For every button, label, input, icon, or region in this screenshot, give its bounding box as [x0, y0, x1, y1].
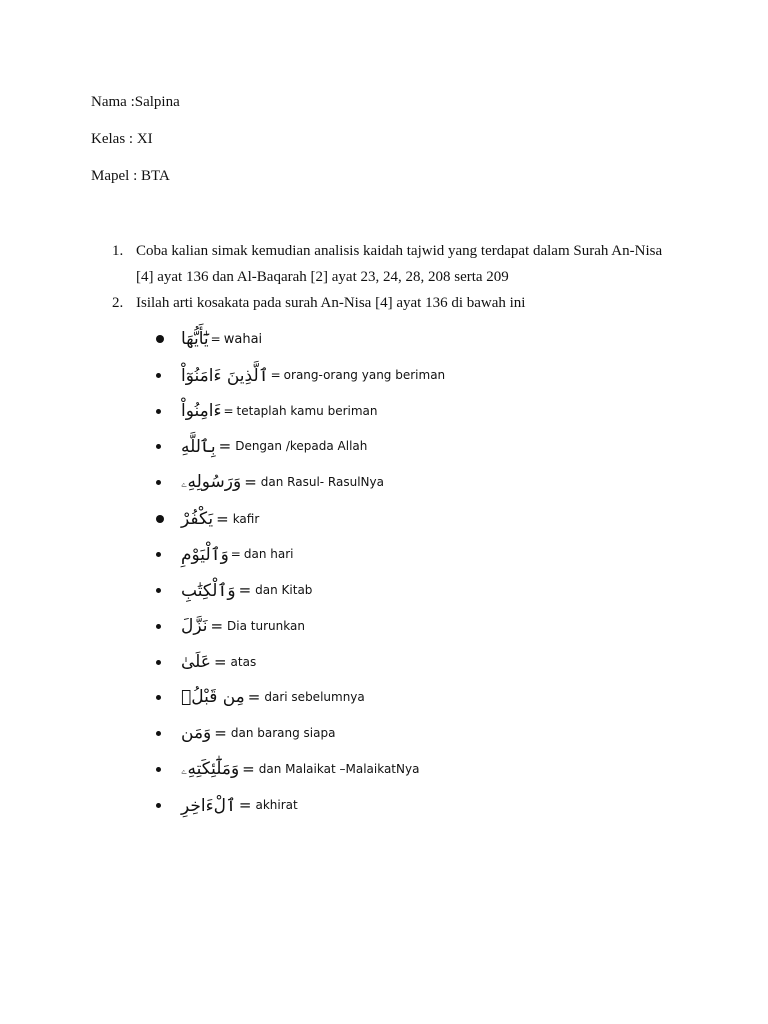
vocab-item [156, 327, 262, 351]
word-meaning: dan Rasul- RasulNya [260, 475, 384, 489]
equals-sign: = [210, 617, 224, 635]
equals-sign: = [230, 547, 241, 561]
vocab-item [156, 614, 305, 638]
arabic-word: نَزَّلَ [181, 616, 208, 636]
bullet-icon [156, 660, 181, 665]
bullet-icon [156, 444, 181, 449]
word-meaning: akhirat [255, 798, 298, 812]
question-number: 2. [112, 295, 124, 311]
question-text-line-1: Isilah arti kosakata pada surah An-Nisa [4] ayat 136 di bawah ini [136, 295, 526, 311]
equals-sign: = [214, 724, 227, 742]
bullet-icon [156, 335, 181, 343]
question-number: 1. [112, 243, 124, 259]
vocab-item [156, 363, 445, 387]
bullet-icon [156, 767, 181, 772]
equals-sign: = [223, 404, 234, 418]
arabic-word: عَلَىٰ [181, 652, 211, 672]
equals-sign: = [238, 581, 252, 599]
vocab-item [156, 757, 419, 781]
bullet-icon [156, 731, 181, 736]
equals-sign: = [244, 473, 257, 491]
bullet-icon [156, 515, 181, 523]
arabic-word: يَكْفُرْ [181, 509, 214, 529]
subject: Mapel : BTA [91, 168, 170, 184]
bullet-icon [156, 803, 181, 808]
vocab-item [156, 542, 293, 566]
bullet-icon [156, 480, 181, 485]
question-text-line-1: Coba kalian simak kemudian analisis kaidah tajwid yang terdapat dalam Surah An-Nisa [136, 243, 663, 259]
equals-sign: = [216, 510, 229, 528]
word-meaning: dan Malaikat –MalaikatNya [258, 762, 420, 776]
word-meaning: dari sebelumnya [264, 690, 365, 704]
bullet-icon [156, 373, 181, 378]
vocab-item [156, 507, 259, 531]
vocab-item [156, 399, 378, 423]
vocab-item [156, 470, 384, 494]
bullet-icon [156, 588, 181, 593]
arabic-word: مِن قَبْلُۚ [181, 687, 245, 707]
equals-sign: = [218, 437, 232, 455]
student-name: Nama :Salpina [91, 94, 180, 110]
arabic-word: بِٱللَّهِ [181, 436, 216, 457]
word-meaning: atas [230, 655, 257, 669]
word-meaning: dan barang siapa [230, 726, 336, 740]
word-meaning: dan Kitab [255, 583, 313, 597]
equals-sign: = [242, 760, 255, 778]
bullet-icon [156, 695, 181, 700]
word-meaning: kafir [232, 512, 260, 526]
vocab-item [156, 578, 312, 602]
arabic-word: يَٰٓأَيُّهَا [181, 329, 209, 349]
word-meaning: wahai [223, 331, 263, 347]
arabic-word: وَٱلْكِتَٰبِ [181, 580, 236, 601]
equals-sign: = [247, 688, 261, 706]
equals-sign: = [238, 796, 252, 814]
question-2 [112, 290, 692, 316]
bullet-icon [156, 552, 181, 557]
vocab-item [156, 685, 365, 709]
student-class: Kelas : XI [91, 131, 153, 147]
vocab-item [156, 721, 335, 745]
question-text-line-2: [4] ayat 136 dan Al-Baqarah [2] ayat 23, 24, 28, 208 serta 209 [136, 269, 509, 285]
arabic-word: ءَامِنُواْ [181, 401, 222, 421]
arabic-word: وَٱلْيَوْمِ [181, 544, 229, 565]
bullet-icon [156, 624, 181, 629]
arabic-word: وَمَن [181, 723, 212, 743]
bullet-icon [156, 409, 181, 414]
arabic-word: وَرَسُولِهِۦ [181, 472, 242, 492]
equals-sign: = [270, 368, 281, 382]
question-1 [112, 238, 692, 290]
vocab-item [156, 650, 256, 674]
word-meaning: orang-orang yang beriman [283, 368, 446, 382]
word-meaning: Dia turunkan [227, 619, 305, 633]
arabic-word: ٱلْءَاخِرِ [181, 795, 236, 816]
arabic-word: ٱلَّذِينَ ءَامَنُوٓاْ [181, 365, 269, 386]
vocab-item [156, 434, 367, 458]
word-meaning: tetaplah kamu beriman [236, 404, 378, 418]
equals-sign: = [213, 653, 227, 671]
arabic-word: وَمَلَٰٓئِكَتِهِۦ [181, 759, 240, 779]
word-meaning: dan hari [243, 547, 294, 561]
word-meaning: Dengan /kepada Allah [235, 439, 368, 453]
vocab-item [156, 793, 298, 817]
equals-sign: = [210, 332, 221, 346]
